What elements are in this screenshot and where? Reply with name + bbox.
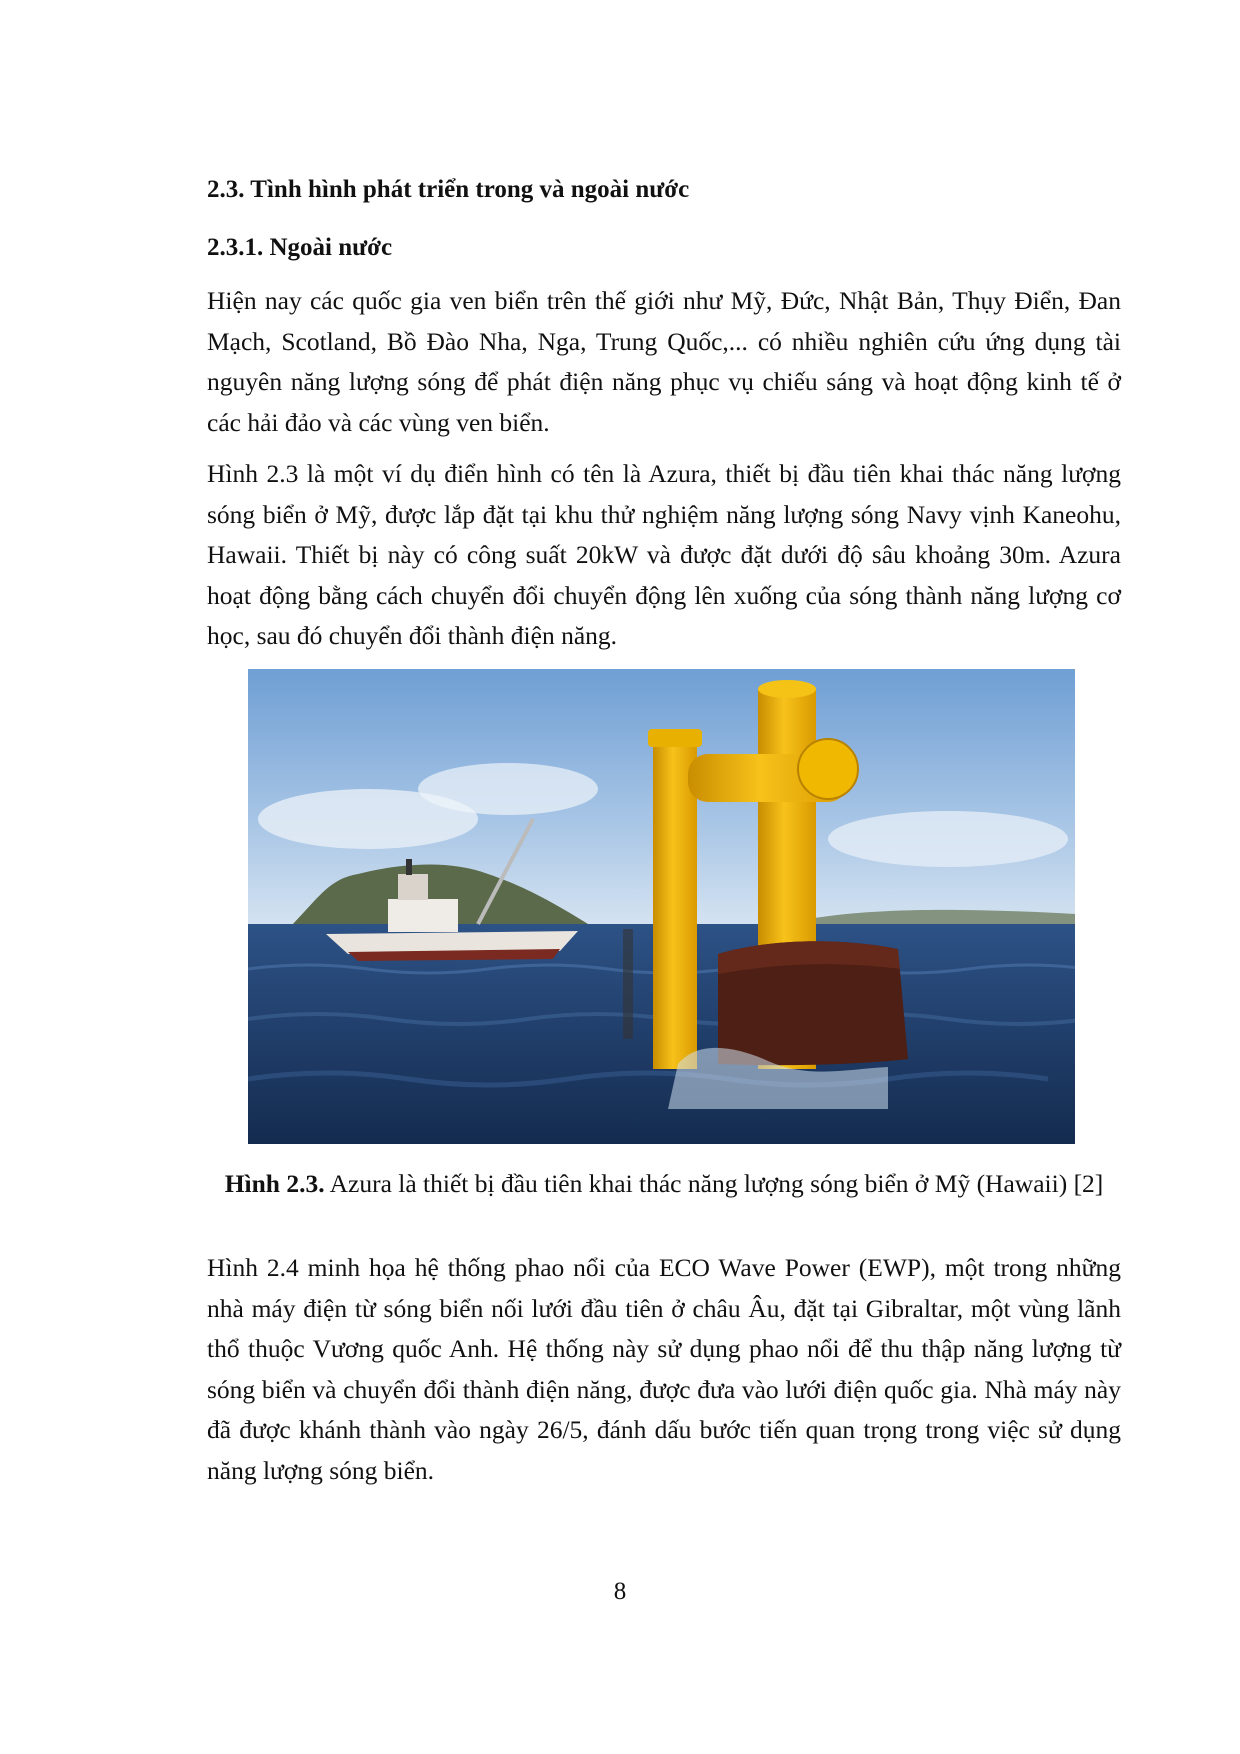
- figure-caption-text: Azura là thiết bị đầu tiên khai thác năng lượng sóng biển ở Mỹ (Hawaii) [2]: [324, 1169, 1104, 1198]
- section-heading: 2.3. Tình hình phát triển trong và ngoài nước: [207, 176, 690, 203]
- paragraph-1: Hiện nay các quốc gia ven biển trên thế giới như Mỹ, Đức, Nhật Bản, Thụy Điển, Đan Mạch, Scotland, Bồ Đào Nha, Nga, Trung Quốc,... có nhiều nghiên cứu ứng dụng tài nguyên năng lượng sóng để phát điện năng phục vụ chiếu sáng và hoạt động kinh tế ở các hải đảo và các vùng ven biển.: [207, 286, 1121, 437]
- azura-photo-illustration: [248, 669, 1075, 1144]
- subsection-heading: 2.3.1. Ngoài nước: [207, 234, 393, 261]
- figure-caption: [207, 1168, 1121, 1200]
- paragraph-2: Hình 2.3 là một ví dụ điển hình có tên là Azura, thiết bị đầu tiên khai thác năng lượng sóng biển ở Mỹ, được lắp đặt tại khu thử nghiệm năng lượng sóng Navy vịnh Kaneohu, Hawaii. Thiết bị này có công suất 20kW và được đặt dưới độ sâu khoảng 30m. Azura hoạt động bằng cách chuyển đổi chuyển động lên xuống của sóng thành năng lượng cơ học, sau đó chuyển đổi thành điện năng.: [207, 459, 1121, 650]
- azura-photo: [248, 669, 1075, 1144]
- paragraph-3: Hình 2.4 minh họa hệ thống phao nổi của ECO Wave Power (EWP), một trong những nhà máy điện từ sóng biển nối lưới đầu tiên ở châu Âu, đặt tại Gibraltar, một vùng lãnh thổ thuộc Vương quốc Anh. Hệ thống này sử dụng phao nổi để thu thập năng lượng từ sóng biển và chuyển đổi thành điện năng, được đưa vào lưới điện quốc gia. Nhà máy này đã được khánh thành vào ngày 26/5, đánh dấu bước tiến quan trọng trong việc sử dụng năng lượng sóng biển.: [207, 1253, 1121, 1485]
- figure-label: Hình 2.3.: [224, 1169, 325, 1198]
- page-number: 8: [613, 1578, 627, 1605]
